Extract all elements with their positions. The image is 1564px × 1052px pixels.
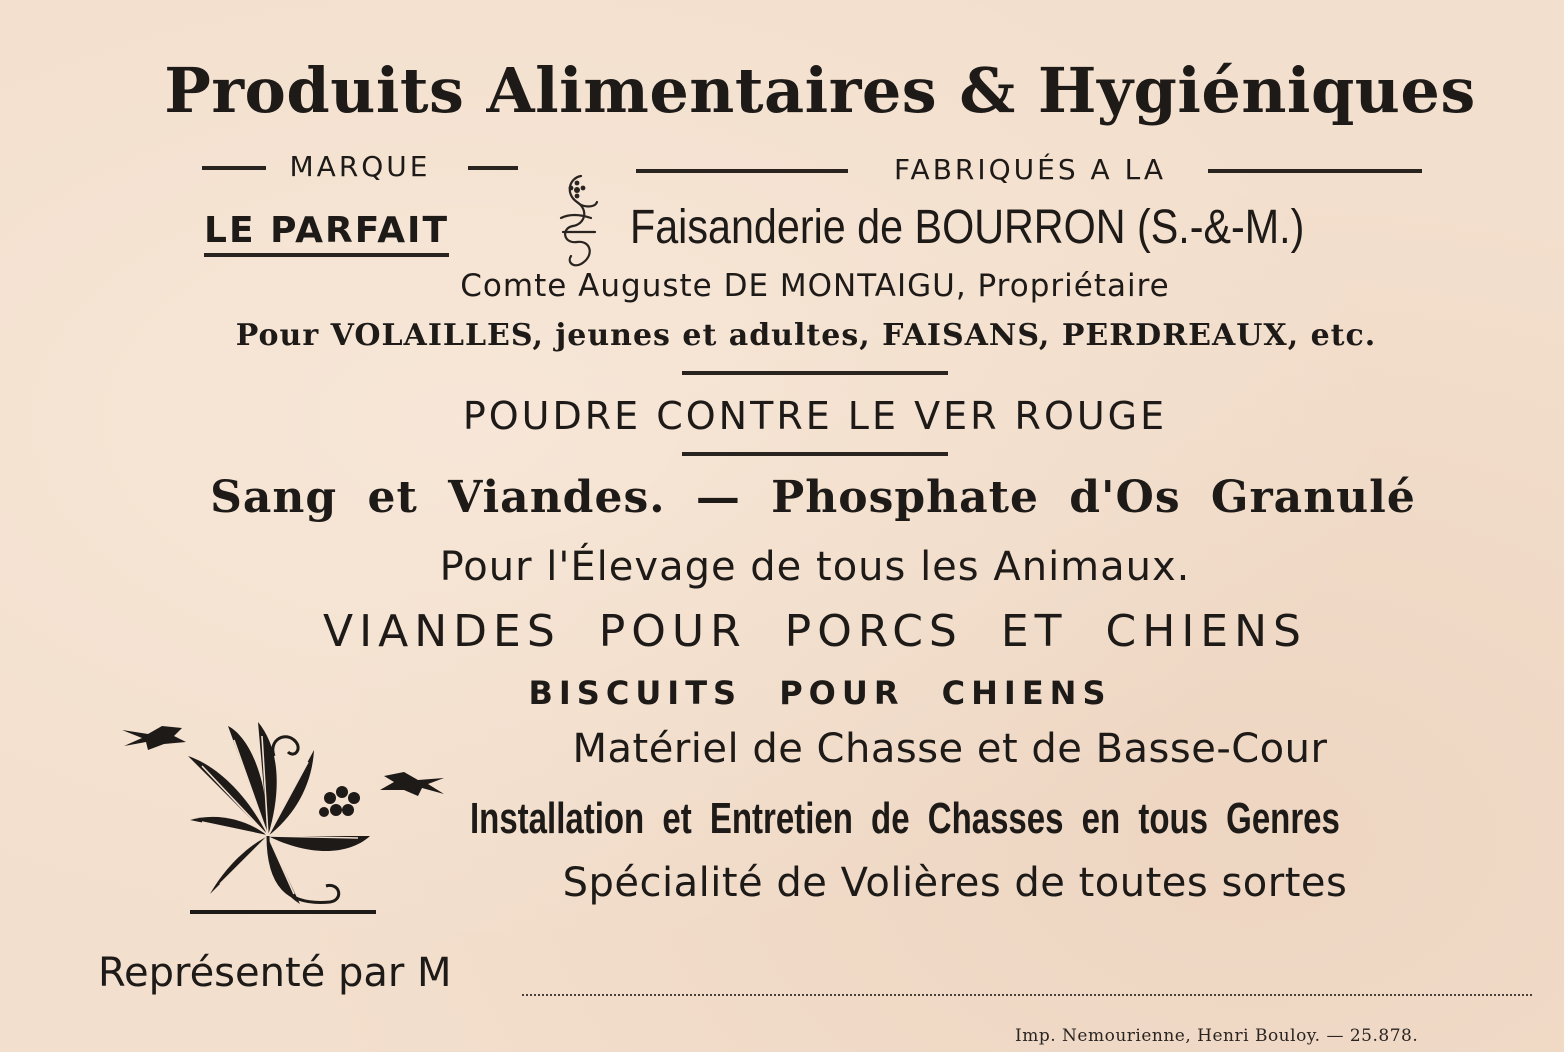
elevage-line: Pour l'Élevage de tous les Animaux. — [439, 544, 1191, 590]
card-title: Produits Alimentaires & Hygiéniques — [164, 54, 1476, 127]
owner-line: Comte Auguste DE MONTAIGU, Propriétaire — [460, 268, 1170, 304]
fabriques-label: FABRIQUÉS A LA — [894, 153, 1166, 186]
represented-by-label: Représenté par M — [98, 950, 452, 996]
viandes-line: VIANDES POUR PORCS ET CHIENS — [323, 606, 1307, 657]
sang-line: Sang et Viandes. — Phosphate d'Os Granulé — [210, 472, 1416, 523]
installation-line: Installation et Entretien de Chasses en tous Genres — [470, 794, 1340, 843]
floral-monogram-icon — [555, 168, 603, 274]
animals-line: Pour VOLAILLES, jeunes et adultes, FAISANS, PERDREAUX, etc. — [235, 318, 1377, 353]
swallow-icon — [380, 772, 444, 796]
represented-by-line — [522, 994, 1532, 996]
printer-imprint: Imp. Nemourienne, Henri Bouloy. — 25.878. — [1015, 1026, 1419, 1046]
poudre-line: POUDRE CONTRE LE VER ROUGE — [462, 394, 1168, 438]
swallow-icon — [122, 726, 186, 750]
materiel-line: Matériel de Chasse et de Basse-Cour — [572, 726, 1328, 772]
poudre-rule-bottom — [682, 452, 948, 456]
establishment-name: Faisanderie de BOURRON (S.-&-M.) — [630, 201, 1305, 254]
specialite-line: Spécialité de Volières de toutes sortes — [562, 860, 1348, 906]
biscuits-line: BISCUITS POUR CHIENS — [528, 674, 1112, 712]
chestnut-leaf-icon — [118, 716, 448, 922]
poudre-rule-top — [682, 371, 948, 375]
brand-name: LE PARFAIT — [204, 210, 449, 257]
marque-label: MARQUE — [289, 150, 431, 183]
